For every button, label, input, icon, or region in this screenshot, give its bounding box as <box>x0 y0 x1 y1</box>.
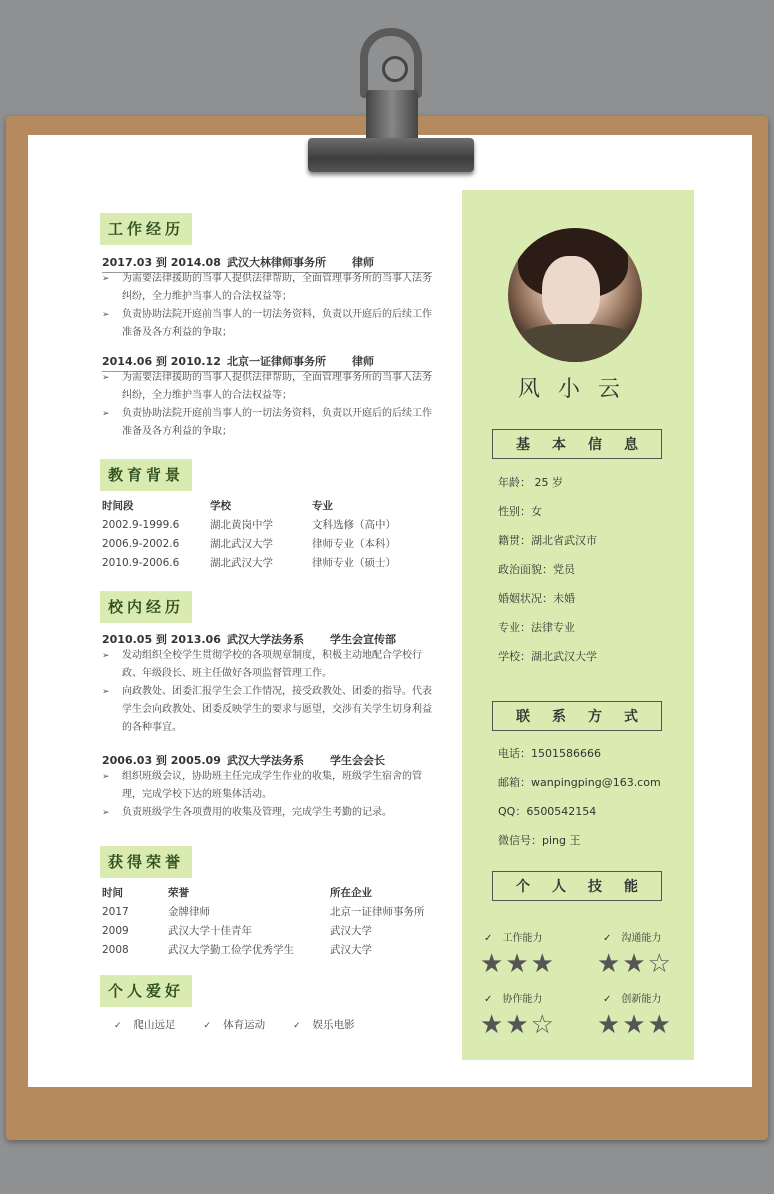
skill-innovation-label: ✓ 创新能力 <box>603 994 661 1005</box>
section-title-campus: 校内经历 <box>100 591 192 623</box>
education-row <box>102 554 396 573</box>
work-entry-2-bullet-2: ➢ 负责协助法院开庭前当事人的一切法务资料，负责以开庭后的后续工作准备及各方利益的争取； <box>102 405 434 441</box>
education-major: 律师专业（本科） <box>312 538 396 550</box>
basic-info-list <box>498 468 597 671</box>
basic-info-hometown: 籍贯：湖北省武汉市 <box>498 534 597 547</box>
education-period: 2006.9-2002.6 <box>102 538 180 550</box>
basic-info-political: 政治面貌：党员 <box>498 563 575 576</box>
contact-qq: QQ：6500542154 <box>498 805 597 818</box>
work-entry-1-bullets <box>102 270 434 342</box>
education-major: 文科选修（高中） <box>312 519 396 531</box>
skill-collaboration <box>484 990 542 1005</box>
work-entry-2-bullet-1: ➢ 为需要法律援助的当事人提供法律帮助，全面管理事务所的当事人法务纠纷，全力维护当事人的合法权益等； <box>102 369 434 405</box>
work-entry-1-bullet-2: ➢ 负责协助法院开庭前当事人的一切法务资料，负责以开庭后的后续工作准备及各方利益的争取； <box>102 306 434 342</box>
honors-year: 2008 <box>102 944 129 956</box>
work-entry-2-date: 2014.06 到 2010.12 <box>102 355 221 368</box>
campus-entry-2-bullet-1: ➢ 组织班级会议，协助班主任完成学生作业的收集，班级学生宿舍的管理，完成学校下达的班集体活动。 <box>102 768 434 804</box>
star-filled-icon: ★ <box>622 949 648 979</box>
skill-communication-label: ✓ 沟通能力 <box>603 933 661 944</box>
section-title-work: 工作经历 <box>100 213 192 245</box>
contact-wechat: 微信号：ping 王 <box>498 834 581 847</box>
star-filled-icon: ★ <box>622 1010 648 1040</box>
honors-row <box>102 922 425 941</box>
star-empty-icon: ☆ <box>530 1010 556 1040</box>
star-filled-icon: ★ <box>530 949 556 979</box>
clip-neck <box>366 90 418 142</box>
hobby-item: ✓ 体育运动 <box>204 1017 266 1032</box>
star-filled-icon: ★ <box>505 1010 531 1040</box>
clip-base <box>308 138 474 172</box>
campus-entry-1-role: 学生会宣传部 <box>330 633 396 646</box>
skill-innovation-stars <box>597 1012 673 1038</box>
skills-title: 个人技能 <box>492 871 662 901</box>
honors-year: 2009 <box>102 925 129 937</box>
honors-year: 2017 <box>102 906 129 918</box>
basic-info-title: 基本信息 <box>492 429 662 459</box>
contact-phone: 电话：1501586666 <box>498 747 601 760</box>
honors-honor: 武汉大学勤工俭学优秀学生 <box>168 944 294 956</box>
work-entry-1-role: 律师 <box>352 256 374 269</box>
honors-org: 北京一证律师事务所 <box>330 906 425 918</box>
honors-row <box>102 903 425 922</box>
education-header-row <box>102 497 396 516</box>
basic-info-age: 年龄： 25 岁 <box>498 476 563 489</box>
avatar-face <box>542 256 600 330</box>
honors-honor: 武汉大学十佳青年 <box>168 925 252 937</box>
profile-name: 风小云 <box>517 377 638 402</box>
skill-collaboration-label: ✓ 协作能力 <box>484 994 542 1005</box>
basic-info-major: 专业：法律专业 <box>498 621 575 634</box>
campus-entry-1-bullet-1: ➢ 发动组织全校学生贯彻学校的各项规章制度，积极主动地配合学校行政、年级段长、班主任做好各项监督管理工作。 <box>102 647 434 683</box>
work-entry-2-company: 北京一证律师事务所 <box>227 355 326 368</box>
section-title-hobbies: 个人爱好 <box>100 975 192 1007</box>
avatar-coat <box>508 324 642 362</box>
campus-entry-2-role: 学生会会长 <box>330 754 385 767</box>
skill-collaboration-stars <box>480 1012 556 1038</box>
education-school: 湖北武汉大学 <box>210 538 273 550</box>
honors-row <box>102 941 425 960</box>
campus-entry-1-bullets <box>102 647 434 737</box>
skill-work <box>484 929 542 944</box>
skill-work-label: ✓ 工作能力 <box>484 933 542 944</box>
campus-entry-2-date: 2006.03 到 2005.09 <box>102 754 221 767</box>
honors-header-row <box>102 884 425 903</box>
skill-work-stars <box>480 951 556 977</box>
work-entry-2-role: 律师 <box>352 355 374 368</box>
contact-title: 联系方式 <box>492 701 662 731</box>
contact-list <box>498 739 661 855</box>
honors-header-org: 所在企业 <box>330 887 372 899</box>
star-filled-icon: ★ <box>480 1010 506 1040</box>
education-table <box>102 497 396 573</box>
section-title-honors: 获得荣誉 <box>100 846 192 878</box>
work-entry-1-company: 武汉大林律师事务所 <box>227 256 326 269</box>
honors-org: 武汉大学 <box>330 925 372 937</box>
skill-innovation <box>603 990 661 1005</box>
basic-info-school: 学校：湖北武汉大学 <box>498 650 597 663</box>
honors-table <box>102 884 425 960</box>
star-filled-icon: ★ <box>647 1010 673 1040</box>
education-header-school: 学校 <box>210 500 231 512</box>
education-header-period: 时间段 <box>102 500 134 512</box>
campus-entry-1-date: 2010.05 到 2013.06 <box>102 633 221 646</box>
work-entry-1-bullet-1: ➢ 为需要法律援助的当事人提供法律帮助，全面管理事务所的当事人法务纠纷，全力维护当事人的合法权益等； <box>102 270 434 306</box>
star-empty-icon: ☆ <box>647 949 673 979</box>
education-school: 湖北武汉大学 <box>210 557 273 569</box>
hobbies-list <box>114 1017 383 1032</box>
education-school: 湖北黄岗中学 <box>210 519 273 531</box>
education-period: 2010.9-2006.6 <box>102 557 180 569</box>
section-title-education: 教育背景 <box>100 459 192 491</box>
star-filled-icon: ★ <box>597 1010 623 1040</box>
honors-header-year: 时间 <box>102 887 123 899</box>
basic-info-marital: 婚姻状况：未婚 <box>498 592 575 605</box>
skill-communication-stars <box>597 951 673 977</box>
work-entry-1-date: 2017.03 到 2014.08 <box>102 256 221 269</box>
work-entry-2-bullets <box>102 369 434 441</box>
campus-entry-1-bullet-2: ➢ 向政教处、团委汇报学生会工作情况，接受政教处、团委的指导。代表学生会向政教处、团委反映学生的要求与愿望，交涉有关学生切身利益的各种事宜。 <box>102 683 434 737</box>
education-row <box>102 535 396 554</box>
hobby-item: ✓ 爬山远足 <box>114 1017 176 1032</box>
clip-bolt <box>382 56 408 82</box>
star-filled-icon: ★ <box>597 949 623 979</box>
skill-communication <box>603 929 661 944</box>
honors-header-honor: 荣誉 <box>168 887 189 899</box>
contact-email: 邮箱：wanpingping@163.com <box>498 776 661 789</box>
education-major: 律师专业（硕士） <box>312 557 396 569</box>
campus-entry-1-org: 武汉大学法务系 <box>227 633 304 646</box>
education-header-major: 专业 <box>312 500 333 512</box>
star-filled-icon: ★ <box>480 949 506 979</box>
education-row <box>102 516 396 535</box>
honors-honor: 金牌律师 <box>168 906 210 918</box>
honors-org: 武汉大学 <box>330 944 372 956</box>
basic-info-gender: 性别：女 <box>498 505 542 518</box>
campus-entry-2-bullet-2: ➢ 负责班级学生各项费用的收集及管理，完成学生考勤的记录。 <box>102 804 434 822</box>
avatar <box>508 228 642 362</box>
campus-entry-2-bullets <box>102 768 434 822</box>
hobby-item: ✓ 娱乐电影 <box>293 1017 355 1032</box>
star-filled-icon: ★ <box>505 949 531 979</box>
campus-entry-2-org: 武汉大学法务系 <box>227 754 304 767</box>
education-period: 2002.9-1999.6 <box>102 519 180 531</box>
